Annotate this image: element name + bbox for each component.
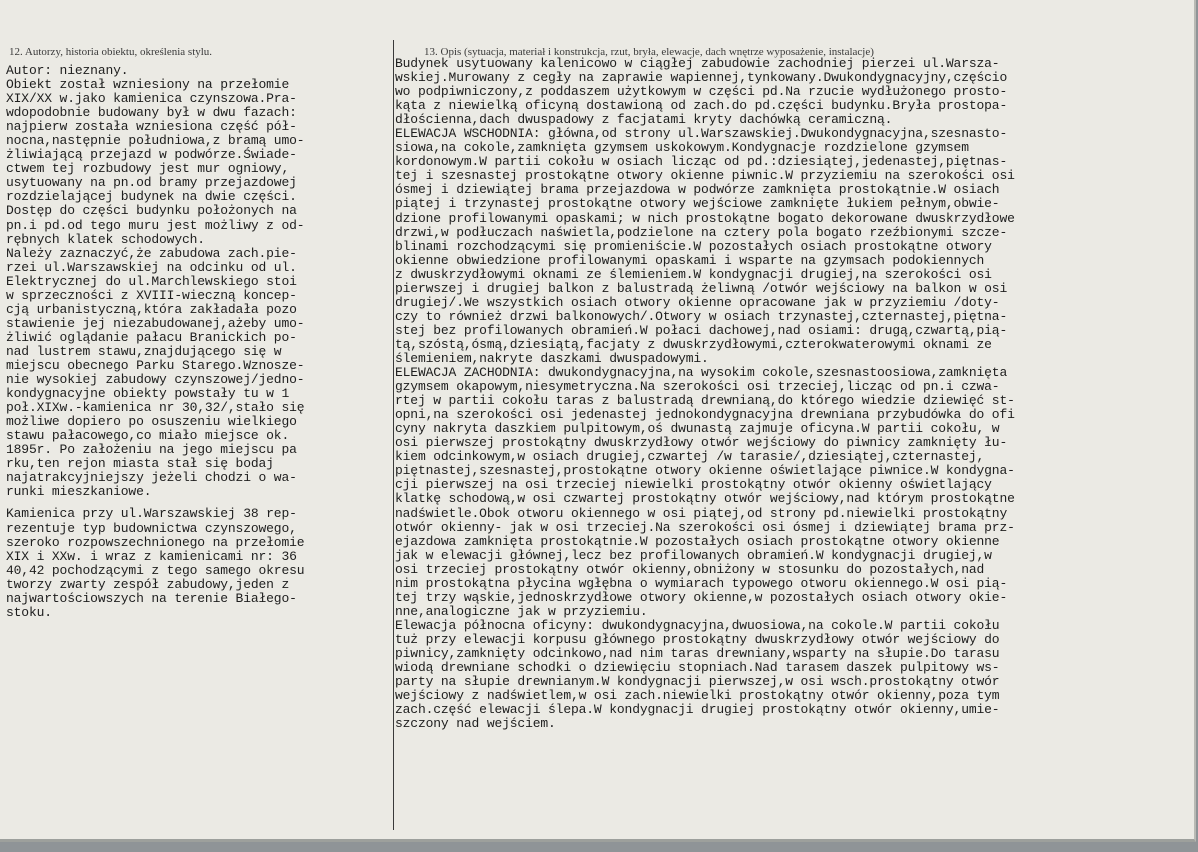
text-line: rzei ul.Warszawskiej na odcinku od ul. bbox=[6, 259, 297, 275]
text-line: tej trzy wąskie,jednoskrzydłowe otwory okienne,w pozostałych osiach otwory okie- bbox=[395, 589, 1008, 605]
text-line: stoku. bbox=[6, 604, 52, 620]
text-line: ELEWACJA WSCHODNIA: główna,od strony ul.Warszawskiej.Dwukondygnacyjna,szesnasto- bbox=[395, 126, 1008, 142]
text-line: ejazdowa zamknięta prostokątnie.W pozostałych osiach prostokątne otwory okienne bbox=[395, 533, 1000, 549]
text-line: najpierw została wzniesiona część pół- bbox=[6, 119, 297, 135]
text-line: XIX/XX w.jako kamienica czynszowa.Pra- bbox=[6, 91, 297, 107]
text-paragraph bbox=[395, 57, 1195, 731]
text-line: najatrakcyjniejszy jeżeli chodzi o wa- bbox=[6, 470, 297, 486]
text-line: szczony nad wejściem. bbox=[395, 716, 556, 732]
text-line: pn.i pd.od tego muru jest możliwy z od- bbox=[6, 217, 305, 233]
text-line: piętnastej,szesnastej,prostokątne otwory okienne oświetlające piwnice.W kondygna- bbox=[395, 463, 1015, 479]
text-line: kiem odcinkowym,w osiach drugiej,czwartej /w tarasie/,dziesiątej,czternastej, bbox=[395, 449, 985, 465]
text-line: cją urbanistyczną,która zakładała pozo bbox=[6, 301, 297, 317]
text-line: rtej w partii cokołu taras z balustradą drewnianą,do którego wiedzie dziewięć st- bbox=[395, 393, 1015, 409]
text-line: żliwiającą przejazd w podwórze.Świade- bbox=[6, 147, 297, 163]
text-line: tej i szesnastej prostokątne otwory okienne piwnic.W przyziemiu na szerokości osi bbox=[395, 168, 1015, 184]
description-text-column bbox=[395, 57, 1195, 731]
text-line: wskiej.Murowany z cegły na zaprawie wapiennej,tynkowany.Dwukondygnacyjny,częścio bbox=[395, 70, 1008, 86]
section-13-header: 13. Opis (sytuacja, materiał i konstrukcja, rzut, bryła, elewacje, dach wnętrze wyposażenie, instalacje) bbox=[424, 46, 874, 58]
section-12-header: 12. Autorzy, historia obiektu, określenia stylu. bbox=[9, 46, 213, 58]
text-line: nne,analogiczne jak w przyziemiu. bbox=[395, 603, 648, 619]
text-line: wiodą drewniane schodki o dziewięciu stopniach.Nad tarasem daszek pulpitowy ws- bbox=[395, 660, 1000, 676]
text-line: runki mieszkaniowe. bbox=[6, 484, 152, 500]
text-line: piwnicy,zamknięty odcinkowo,nad nim taras drewniany,wsparty na słupie.Do tarasu bbox=[395, 645, 1000, 661]
text-line: jak w elewacji głównej,lecz bez profilowanych obramień.W kondygnacji drugiej,w bbox=[395, 547, 992, 563]
text-line: usytuowany na pn.od bramy przejazdowej bbox=[6, 175, 297, 191]
text-line: rku,ten rejon miasta stał się bodaj bbox=[6, 456, 274, 472]
text-line: wejściowy z nadświetlem,w osi zach.niewielki prostokątny otwór okienny,poza tym bbox=[395, 688, 1000, 704]
text-line: stawienie jej niezabudowanej,ażeby umo- bbox=[6, 315, 305, 331]
text-line: ELEWACJA ZACHODNIA: dwukondygnacyjna,na wysokim cokole,szesnastoosiowa,zamknięta bbox=[395, 365, 1008, 381]
text-line: możliwe dopiero po osuszeniu wielkiego bbox=[6, 414, 297, 430]
text-line: wo podpiwniczony,z poddaszem użytkowym w części pd.Na rzucie wydłużonego prosto- bbox=[395, 84, 1008, 100]
text-line: Elewacja północna oficyny: dwukondygnacyjna,dwuosiowa,na cokole.W partii cokołu bbox=[395, 617, 1000, 633]
text-line: ctwem tej rozbudowy jest mur ogniowy, bbox=[6, 161, 290, 177]
text-line: nocna,następnie południowa,z bramą umo- bbox=[6, 133, 305, 149]
text-line: pierwszej i drugiej balkon z balustradą żeliwną /otwór wejściowy na balkon w osi bbox=[395, 280, 1008, 296]
text-line: rezentuje typ budownictwa czynszowego, bbox=[6, 520, 297, 536]
text-line: gzymsem okapowym,niesymetryczna.Na szerokości osi trzeciej,licząc od pn.i czwa- bbox=[395, 379, 1000, 395]
text-line: ósmej i dziewiątej brama przejazdowa w podwórze zamknięta prostokątnie.W osiach bbox=[395, 182, 1000, 198]
text-line: party na słupie drewnianym.W kondygnacji pierwszej,w osi wsch.prostokątny otwór bbox=[395, 674, 1000, 690]
text-line: zach.część elewacji ślepa.W kondygnacji drugiej prostokątny otwór okienny,umie- bbox=[395, 702, 1000, 718]
column-divider bbox=[393, 40, 394, 830]
text-line: 40,42 pochodzącymi z tego samego okresu bbox=[6, 562, 305, 578]
text-paragraph bbox=[6, 64, 390, 499]
text-line: nad lustrem stawu,znajdującego się w bbox=[6, 343, 282, 359]
text-line: 1895r. Po założeniu na jego miejscu pa bbox=[6, 442, 297, 458]
text-line: otwór okienny- jak w osi trzeciej.Na szerokości osi ósmej i dziewiątej brama prz- bbox=[395, 519, 1015, 535]
text-line: kondygnacyjne obiekty powstały tu w 1 bbox=[6, 386, 290, 402]
text-line: osi trzeciej prostokątny otwór okienny,obniżony w stosunku do pozostałych,nad bbox=[395, 561, 985, 577]
text-line: dzione profilowanymi opaskami; w nich prostokątne bogato dekorowane dwuskrzydłowe bbox=[395, 210, 1015, 226]
text-line: z dwuskrzydłowymi oknami ze ślemieniem.W kondygnacji drugiej,na szerokości osi bbox=[395, 266, 992, 282]
text-line: szeroko rozpowszechnionego na przełomie bbox=[6, 534, 305, 550]
text-line: żliwić oglądanie pałacu Branickich po- bbox=[6, 329, 297, 345]
text-line: w sprzeczności z XVIII-wieczną koncep- bbox=[6, 287, 297, 303]
text-line: tworzy zwarty zespół zabudowy,jeden z bbox=[6, 576, 290, 592]
text-line: siowa,na cokole,zamknięta gzymsem uskokowym.Kondygnacje rozdzielone gzymsem bbox=[395, 140, 969, 156]
text-line: miejscu obecnego Parku Starego.Wznosze- bbox=[6, 357, 305, 373]
text-line: XIX i XXw. i wraz z kamienicami nr: 36 bbox=[6, 548, 297, 564]
text-paragraph bbox=[6, 507, 390, 619]
text-line: najwartościowszych na terenie Białego- bbox=[6, 590, 297, 606]
text-line: osi pierwszej prostokątny dwuskrzydłowy otwór wejściowy do piwnicy zamknięty łu- bbox=[395, 435, 1008, 451]
text-line: dłościenna,dach dwuspadowy z facjatami kryty dachówką ceramiczną. bbox=[395, 112, 893, 128]
text-line: ślemieniem,nakryte daszkami dwuspadowymi. bbox=[395, 350, 709, 366]
text-line: kordonowym.W partii cokołu w osiach licząc od pd.:dziesiątej,jedenastej,piętnas- bbox=[395, 154, 1008, 170]
text-line: okienne obwiedzione profilowanymi opaskami i wsparte na gzymsach podokiennych bbox=[395, 252, 985, 268]
text-line: tuż przy elewacji korpusu głównego prostokątny dwuskrzydłowy otwór wejściowy do bbox=[395, 631, 1000, 647]
text-line: kąta z niewielką oficyną dostawioną od zach.do pd.części budynku.Bryła prostopa- bbox=[395, 98, 1008, 114]
text-line: cji pierwszej na osi trzeciej niewielki prostokątny otwór okienny oświetlający bbox=[395, 477, 992, 493]
text-line: nim prostokątna płycina wgłębna o wymiarach typowego otworu okiennego.W osi pią- bbox=[395, 575, 1008, 591]
text-line: Budynek usytuowany kalenicowo w ciągłej zabudowie zachodniej pierzei ul.Warsza- bbox=[395, 56, 1000, 71]
text-line: Należy zaznaczyć,że zabudowa zach.pie- bbox=[6, 245, 297, 261]
text-line: drugiej/.We wszystkich osiach otwory okienne opracowane jak w przyziemiu /doty- bbox=[395, 294, 1000, 310]
history-text-column bbox=[6, 64, 390, 620]
text-line: rozdzielającej budynek na dwie części. bbox=[6, 189, 297, 205]
text-line: nie wysokiej zabudowy czynszowej/jedno- bbox=[6, 372, 305, 388]
text-line: drzwi,w podłuczach naświetla,podzielone na cztery pola bogato rzeźbionymi szcze- bbox=[395, 224, 1008, 240]
text-line: cyny nakryta daszkiem pulpitowym,oś dwunastą zajmuje oficyna.W partii cokołu, w bbox=[395, 421, 1000, 437]
text-line: Autor: nieznany. bbox=[6, 63, 129, 78]
text-line: tą,szóstą,ósmą,dziesiątą,facjaty z dwuskrzydłowymi,czterokwaterowymi oknami ze bbox=[395, 336, 992, 352]
text-line: rębnych klatek schodowych. bbox=[6, 231, 205, 247]
text-line: opni,na szerokości osi jedenastej jednokondygnacyjna drewniana przybudówka do ofi bbox=[395, 407, 1015, 423]
text-line: Dostęp do części budynku położonych na bbox=[6, 203, 297, 219]
text-line: poł.XIXw.-kamienica nr 30,32/,stało się bbox=[6, 400, 305, 416]
text-line: nadświetle.Obok otworu okiennego w osi piątej,od strony pd.niewielki prostokątny bbox=[395, 505, 1008, 521]
text-line: stej bez profilowanych obramień.W połaci dachowej,nad osiami: drugą,czwartą,pią- bbox=[395, 322, 1008, 338]
text-line: Obiekt został wzniesiony na przełomie bbox=[6, 77, 290, 93]
text-line: piątej i trzynastej prostokątne otwory wejściowe zamknięte łukiem pełnym,obwie- bbox=[395, 196, 1000, 212]
text-line: Elektrycznej do ul.Marchlewskiego stoi bbox=[6, 273, 297, 289]
text-line: Kamienica przy ul.Warszawskiej 38 rep- bbox=[6, 506, 297, 522]
text-line: czy to również drzwi balkonowych/.Otwory w osiach trzynastej,czternastej,piętna- bbox=[395, 308, 1008, 324]
text-line: stawu pałacowego,co miało miejsce ok. bbox=[6, 428, 290, 444]
text-line: wdopodobnie budowany był w dwu fazach: bbox=[6, 105, 297, 121]
text-line: blinami rozchodzącymi się promieniście.W pozostałych osiach prostokątne otwory bbox=[395, 238, 992, 254]
text-line: klatkę schodową,w osi czwartej prostokątny otwór wejściowy,nad którym prostokątne bbox=[395, 491, 1015, 507]
